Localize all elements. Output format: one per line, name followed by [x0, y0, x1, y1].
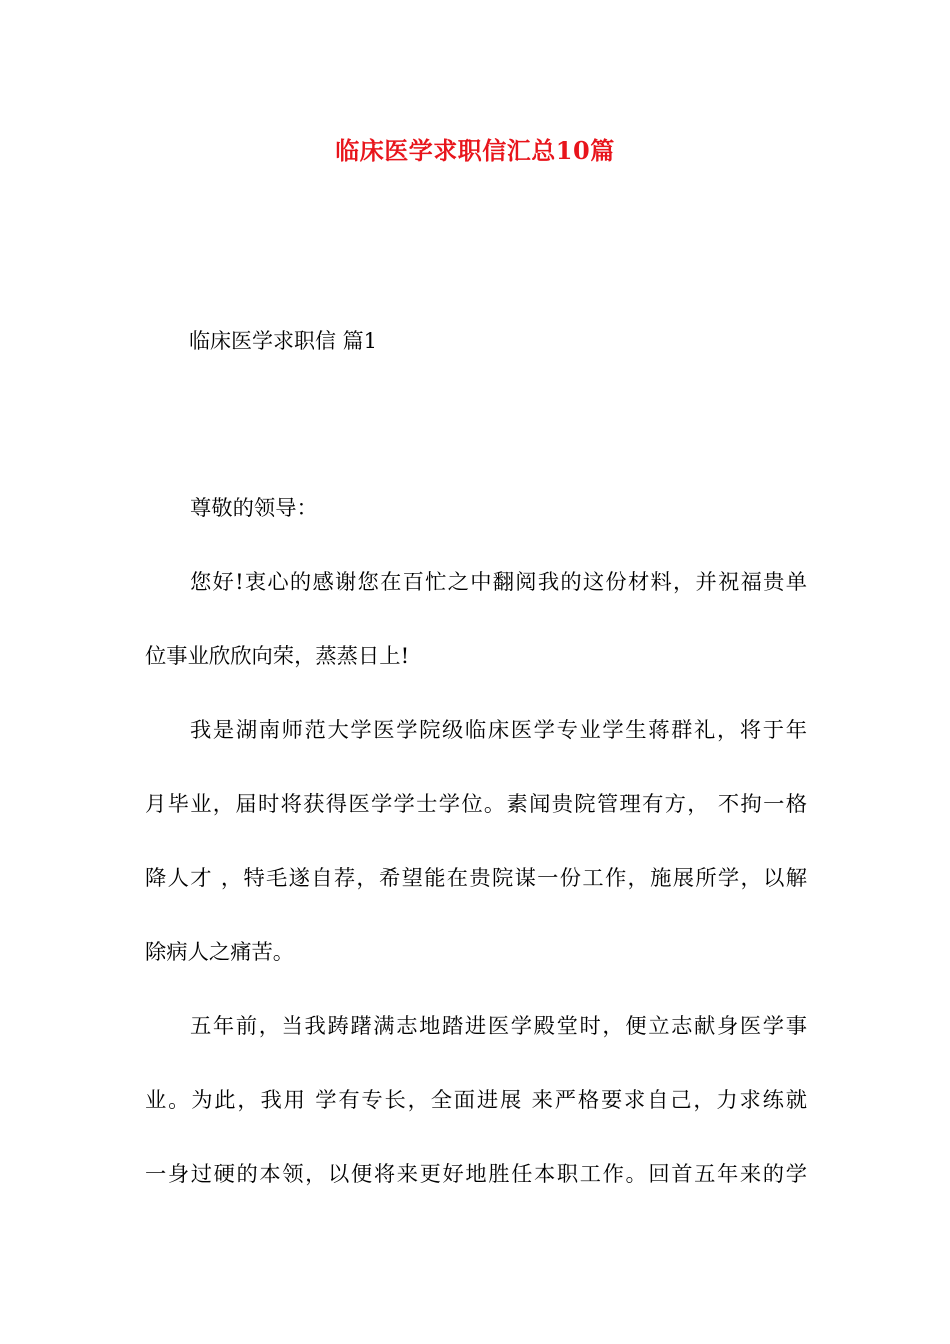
paragraph-line: 业。为此，我用 学有专长，全面进展 来严格要求自己，力求练就: [145, 1088, 807, 1113]
paragraph-line: 一身过硬的本领，以便将来更好地胜任本职工作。回首五年来的学: [145, 1162, 807, 1187]
greeting-line: 尊敬的领导：: [190, 496, 318, 521]
section-heading: 临床医学求职信 篇1: [189, 329, 378, 353]
paragraph-line: 位事业欣欣向荣，蒸蒸日上!: [145, 644, 410, 669]
letter-body: [145, 472, 807, 1212]
document-title: 临床医学求职信汇总10篇: [335, 136, 615, 165]
paragraph-line: 我是湖南师范大学医学院级临床医学专业学生蒋群礼，将于年: [190, 718, 807, 743]
paragraph-line: 月毕业，届时将获得医学学士学位。素闻贵院管理有方， 不拘一格: [145, 792, 807, 817]
paragraph-line: 您好!衷心的感谢您在百忙之中翻阅我的这份材料，并祝福贵单: [190, 570, 807, 595]
paragraph-line: 除病人之痛苦。: [145, 940, 295, 965]
paragraph-line: 降人才 ，特毛遂自荐，希望能在贵院谋一份工作，施展所学，以解: [145, 866, 807, 891]
paragraph-line: 五年前，当我踌躇满志地踏进医学殿堂时，便立志献身医学事: [190, 1014, 807, 1039]
